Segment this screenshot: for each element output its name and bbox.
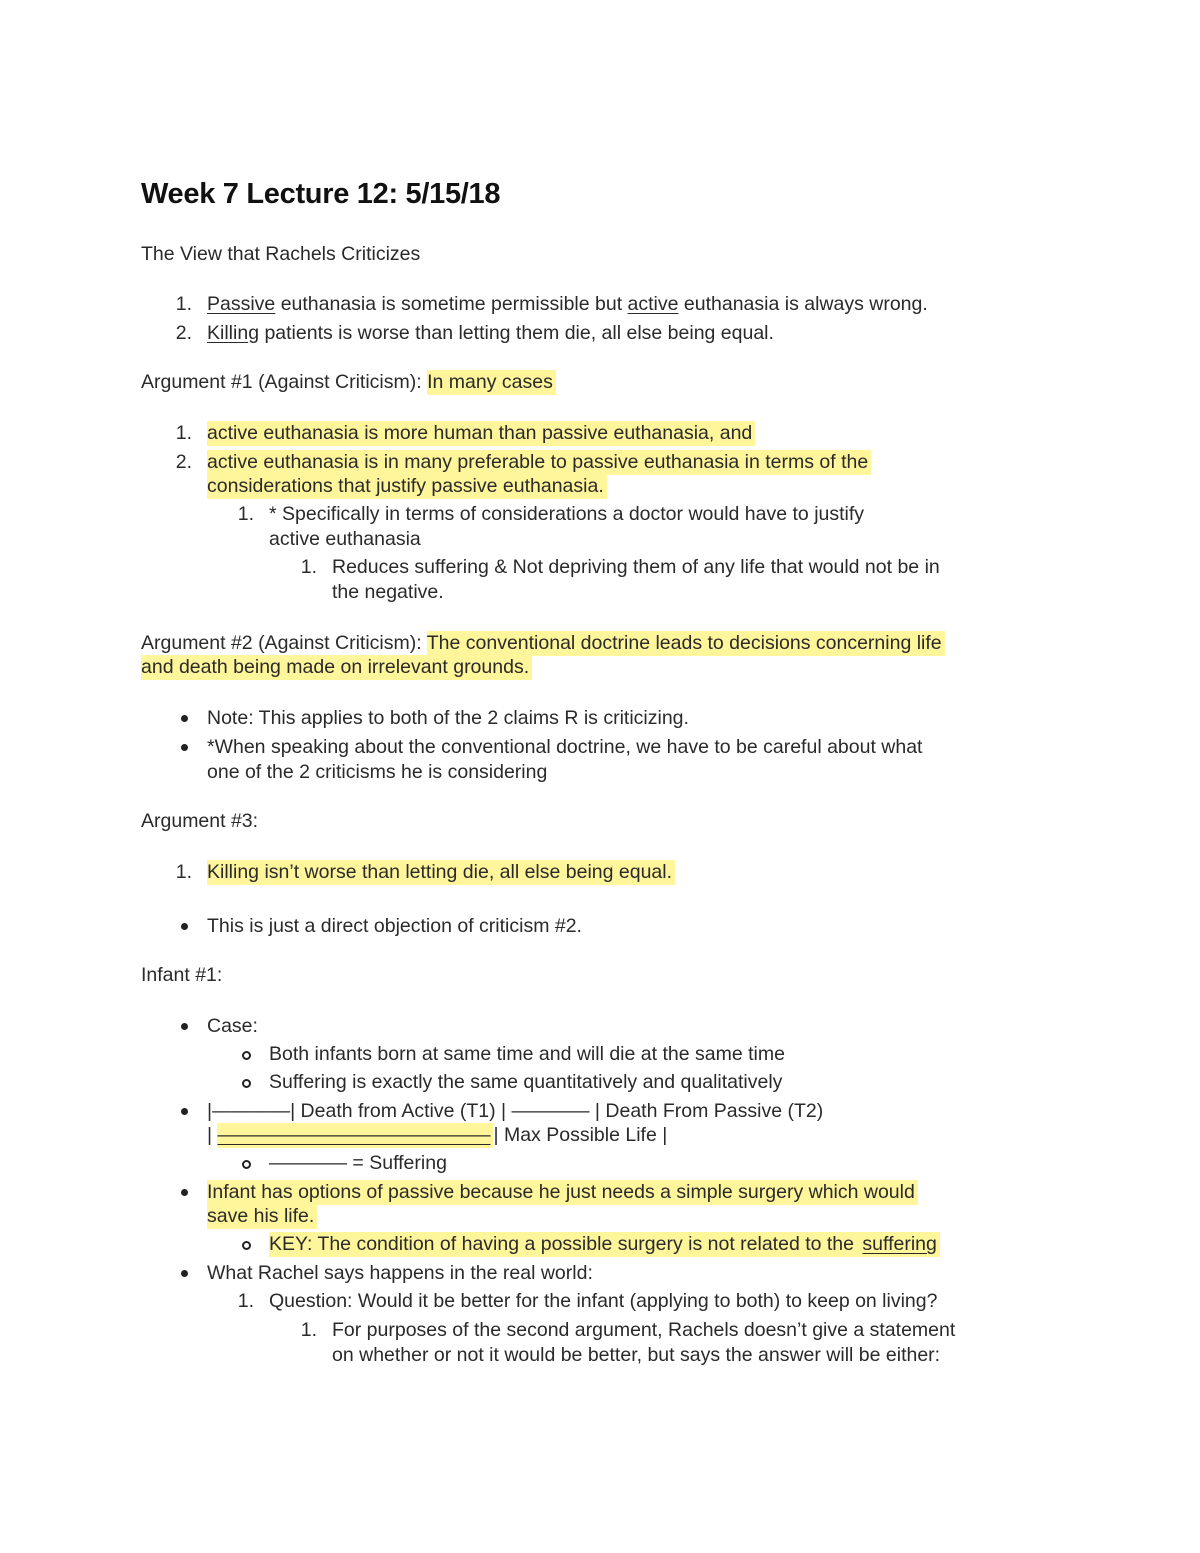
list-item: This is just a direct objection of criticism #2. <box>207 915 582 937</box>
list-item-continuation: one of the 2 criticisms he is considering <box>207 761 548 783</box>
list-item: Question: Would it be better for the infant (applying to both) to keep on living? <box>269 1290 938 1312</box>
sub-bullet-icon <box>242 1051 251 1060</box>
infant-heading: Infant #1: <box>141 964 223 986</box>
list-number: 1. <box>237 503 254 525</box>
argument-2-heading-continuation: and death being made on irrelevant grounds. <box>141 655 532 680</box>
list-number: 1. <box>175 422 192 444</box>
list-item: active euthanasia is more human than passive euthanasia, and <box>207 421 755 446</box>
timeline-legend: ———— = Suffering <box>269 1152 447 1174</box>
list-item: What Rachel says happens in the real world: <box>207 1262 593 1284</box>
list-item: Infant has options of passive because he just needs a simple surgery which would <box>207 1180 918 1205</box>
argument-1-heading: Argument #1 (Against Criticism): In many cases <box>141 370 556 395</box>
bullet-icon <box>181 1023 188 1030</box>
list-item: Note: This applies to both of the 2 claims R is criticizing. <box>207 707 689 729</box>
bullet-icon <box>181 715 188 722</box>
sub-bullet-icon <box>242 1241 251 1250</box>
bullet-icon <box>181 1108 188 1115</box>
list-item: Suffering is exactly the same quantitatively and qualitatively <box>269 1071 783 1093</box>
timeline-line: | —————————————— | Max Possible Life | <box>207 1124 668 1146</box>
list-item: Passive euthanasia is sometime permissible but active euthanasia is always wrong. <box>207 293 928 315</box>
list-item: Killing isn’t worse than letting die, all else being equal. <box>207 860 675 885</box>
list-item: Both infants born at same time and will die at the same time <box>269 1043 785 1065</box>
list-item: Killing patients is worse than letting them die, all else being equal. <box>207 322 774 344</box>
timeline-line: |————| Death from Active (T1) | ———— | Death From Passive (T2) <box>207 1100 824 1122</box>
list-item-continuation: active euthanasia <box>269 528 421 550</box>
list-item-continuation: the negative. <box>332 581 444 603</box>
list-number: 2. <box>175 322 192 344</box>
bullet-icon <box>181 923 188 930</box>
sub-bullet-icon <box>242 1160 251 1169</box>
list-item: Case: <box>207 1015 258 1037</box>
list-item: active euthanasia is in many preferable to passive euthanasia in terms of the <box>207 450 871 475</box>
list-number: 2. <box>175 451 192 473</box>
list-number: 1. <box>237 1290 254 1312</box>
list-item-continuation: save his life. <box>207 1204 317 1229</box>
list-item: Reduces suffering & Not depriving them of any life that would not be in <box>332 556 940 578</box>
list-item-continuation: considerations that justify passive euthanasia. <box>207 474 607 499</box>
view-heading: The View that Rachels Criticizes <box>141 243 421 265</box>
key-note: KEY: The condition of having a possible surgery is not related to the suffering <box>269 1232 940 1257</box>
argument-3-heading: Argument #3: <box>141 810 259 832</box>
list-item: *When speaking about the conventional doctrine, we have to be careful about what <box>207 736 923 758</box>
list-number: 1. <box>175 861 192 883</box>
list-number: 1. <box>300 1319 317 1341</box>
bullet-icon <box>181 1270 188 1277</box>
page-title: Week 7 Lecture 12: 5/15/18 <box>141 178 501 210</box>
list-item-continuation: on whether or not it would be better, but says the answer will be either: <box>332 1344 941 1366</box>
bullet-icon <box>181 744 188 751</box>
sub-bullet-icon <box>242 1079 251 1088</box>
argument-2-heading: Argument #2 (Against Criticism): The conventional doctrine leads to decisions concerning life <box>141 631 945 656</box>
list-item: For purposes of the second argument, Rachels doesn’t give a statement <box>332 1319 956 1341</box>
list-number: 1. <box>175 293 192 315</box>
list-item: * Specifically in terms of considerations a doctor would have to justify <box>269 503 865 525</box>
bullet-icon <box>181 1189 188 1196</box>
list-number: 1. <box>300 556 317 578</box>
